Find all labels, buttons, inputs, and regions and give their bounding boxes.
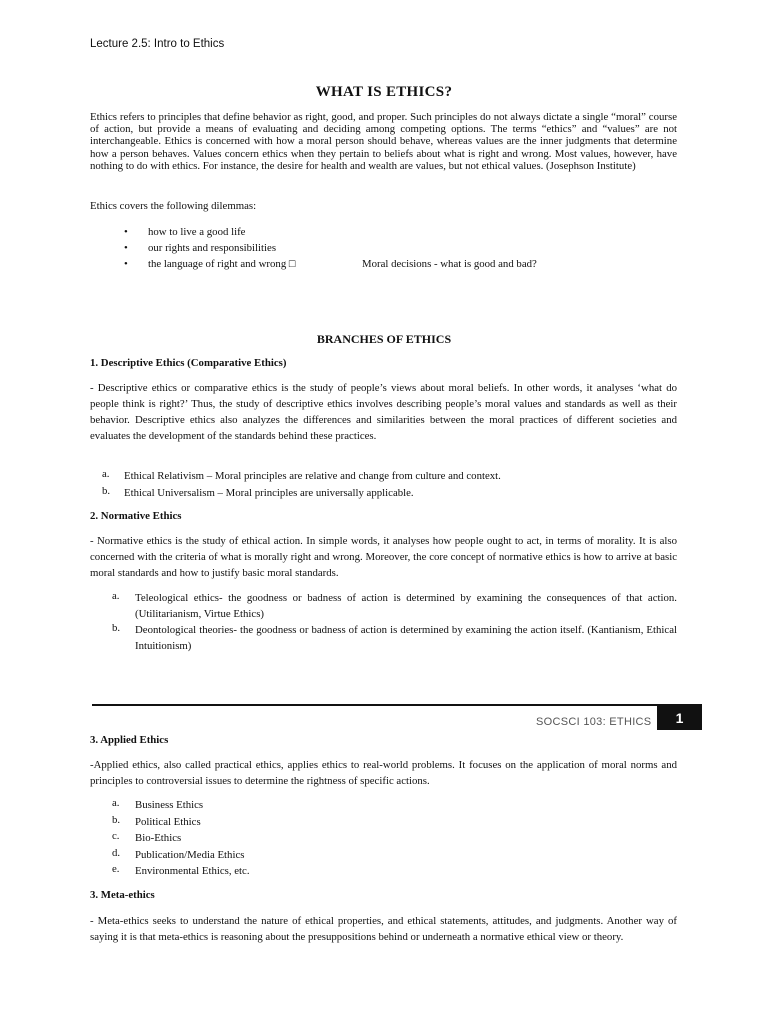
list-letter: a. [102,468,110,480]
meta-paragraph: - Meta-ethics seeks to understand the nature of ethical properties, and ethical statements, attitudes, and judgments. Another way of saying it is that meta-ethics is reasoning about the presuppositions behind or underneath a normative ethical view or theory. [90,915,677,943]
list-letter: d. [112,846,121,859]
applied-paragraph: -Applied ethics, also called practical ethics, applies ethics to real-world problems. It focuses on the application of moral norms and principles to controversial issues to determine the rightness of specific actions. [90,759,677,787]
normative-list [112,590,677,654]
list-item-text: Ethical Relativism – Moral principles are relative and change from culture and context. [124,470,501,482]
list-item [112,590,677,622]
list-item-text: Bio-Ethics [135,832,182,845]
list-item [124,226,644,242]
list-item-text: our rights and responsibilities [148,242,277,254]
bullet-icon: • [124,242,128,254]
list-letter: b. [112,622,121,634]
list-item [112,797,677,814]
course-label: SOCSCI 103: ETHICS [536,716,652,728]
list-item [112,863,677,880]
list-item [102,468,677,485]
list-item-text: how to live a good life [148,226,246,238]
applied-list [112,797,677,880]
list-item-text: Environmental Ethics, etc. [135,865,250,878]
list-item-text: Ethical Universalism – Moral principles are universally applicable. [124,487,414,499]
list-item-text: Teleological ethics- the goodness or badness of action is determined by examining the consequences of that action. (Utilitarianism, Virtue Ethics) [135,592,677,620]
list-letter: b. [102,485,111,497]
list-item [112,830,677,847]
list-item-text: Deontological theories- the goodness or badness of action is determined by examining the action itself. (Kantianism, Ethical Intuitionism) [135,624,677,652]
list-item-text: Business Ethics [135,799,204,811]
branches-title: BRANCHES OF ETHICS [316,332,452,346]
list-letter: c. [112,830,120,843]
bullet-icon: • [124,226,128,238]
list-letter: a. [112,797,120,809]
normative-heading: 2. Normative Ethics [90,510,182,522]
list-item [112,814,677,831]
descriptive-list [102,468,677,502]
dilemmas-intro: Ethics covers the following dilemmas: [90,200,257,212]
intro-paragraph: Ethics refers to principles that define behavior as right, good, and proper. Such principles do not always dictate a single “moral” course of action, but provide a means of evaluating and deciding among competing options. The terms “ethics” and “values” are not interchangeable. Ethics is concerned with how a moral person should behave, whereas values are the inner judgments that determine how a person behaves. Values concern ethics when they pertain to beliefs about what is right and wrong. Most values, however, have nothing to do with ethics. For instance, the desire for health and wealth are values, but not ethical values. (Josephson Institute) [90,111,677,172]
bullet-icon: • [124,258,128,270]
normative-paragraph: - Normative ethics is the study of ethical action. In simple words, it analyses how people ought to act, in terms of morality. It is also concerned with the criteria of what is morally right and wrong. Moreover, the core concept of normative ethics is how to arrive at basic moral standards and how to justify basic moral standards. [90,535,677,579]
page-number-badge [657,706,702,730]
list-item-text: the language of right and wrong □ [148,258,296,270]
list-item [102,485,677,502]
dilemmas-list [124,226,644,274]
list-item [112,622,677,654]
page-number: 1 [675,710,684,726]
list-letter: a. [112,590,120,602]
page-title: WHAT IS ETHICS? [315,84,453,100]
meta-heading: 3. Meta-ethics [90,889,155,901]
list-item [124,258,644,274]
list-letter: b. [112,813,121,826]
list-letter: e. [112,863,120,876]
footer-divider [92,704,702,706]
descriptive-heading: 1. Descriptive Ethics (Comparative Ethics) [90,357,287,369]
applied-heading: 3. Applied Ethics [90,734,169,746]
list-item [124,242,644,258]
lecture-label: Lecture 2.5: Intro to Ethics [90,38,225,50]
descriptive-paragraph: - Descriptive ethics or comparative ethics is the study of people’s views about moral beliefs. In other words, it analyses ‘what do people think is right?’ Thus, the study of descriptive ethics involves describing people’s moral values and standards as well as their behavior. Descriptive ethics also analyzes the differences and similarities between the moral practices of different societies and evaluates the development of the standards behind these practices. [90,382,677,442]
list-item-text: Publication/Media Ethics [135,848,245,861]
list-item [112,847,677,864]
list-item-text: Political Ethics [135,815,201,828]
list-item-extra-text: Moral decisions - what is good and bad? [362,258,537,270]
